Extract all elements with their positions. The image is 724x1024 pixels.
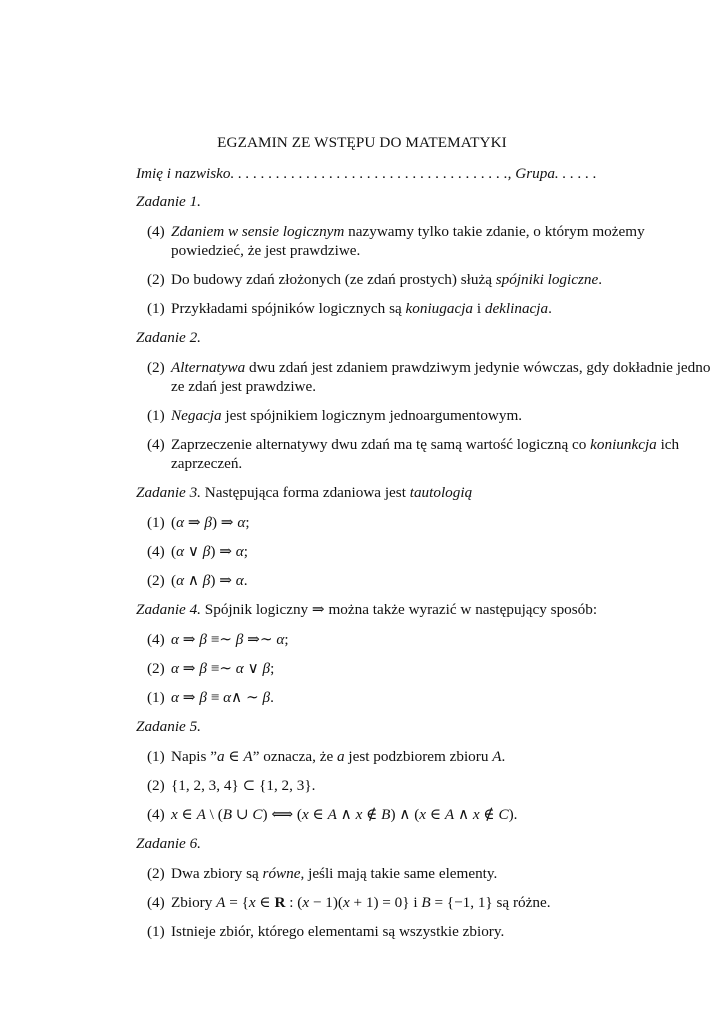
exercise-heading [136,483,716,502]
points-label: (2) [147,660,165,677]
statement-item [147,688,716,707]
points-label: (1) [147,300,165,317]
statement-text: Przykładami spójników logicznych są koniugacja i deklinacja. [171,300,552,317]
exercise-heading [136,192,716,211]
exercise-section [136,328,716,473]
statement-item [147,406,716,425]
exercise-section [136,192,716,318]
exercise-section [136,600,716,707]
exercise-label: Zadanie 4. [136,601,201,618]
statement-text: Istnieje zbiór, którego elementami są wszystkie zbiory. [171,923,505,940]
statement-item [147,571,716,590]
statement-text: (α ∧ β) ⇒ α. [171,572,248,589]
statement-item [147,805,716,824]
exercise-label: Zadanie 6. [136,835,201,852]
statement-item [147,358,716,396]
statement-text: Alternatywa dwu zdań jest zdaniem prawdziwym jedynie wówczas, gdy dokładnie jedno ze zdań jest prawdziwe. [171,359,711,395]
statement-item [147,299,716,318]
exercise-heading [136,600,716,619]
points-label: (2) [147,777,165,794]
exercise-section [136,834,716,941]
exercise-label: Zadanie 5. [136,718,201,735]
statement-text: (α ⇒ β) ⇒ α; [171,514,250,531]
statement-text: Negacja jest spójnikiem logicznym jednoargumentowym. [171,407,523,424]
points-label: (1) [147,689,165,706]
exercise-label: Zadanie 3. [136,484,201,501]
statement-text: Zbiory A = {x ∈ R : (x − 1)(x + 1) = 0} i B = {−1, 1} są różne. [171,894,551,911]
statement-text: (α ∨ β) ⇒ α; [171,543,248,560]
points-label: (2) [147,572,165,589]
statement-item [147,513,716,532]
statement-text: Zdaniem w sensie logicznym nazywamy tylko takie zdanie, o którym możemy powiedzieć, że jest prawdziwe. [171,223,645,259]
page-title: EGZAMIN ZE WSTĘPU DO MATEMATYKI [217,134,507,151]
exercise-section [136,483,716,590]
points-label: (4) [147,631,165,648]
statement-item [147,922,716,941]
points-label: (1) [147,514,165,531]
points-label: (1) [147,923,165,940]
statement-text: α ⇒ β ≡∼ β ⇒∼ α; [171,631,289,648]
exercise-heading [136,834,716,853]
points-label: (4) [147,436,165,453]
statement-item [147,435,716,473]
points-label: (1) [147,407,165,424]
points-label: (4) [147,806,165,823]
exercise-heading [136,717,716,736]
points-label: (2) [147,359,165,376]
statement-item [147,747,716,766]
statement-item [147,893,716,912]
points-label: (2) [147,271,165,288]
statement-item [147,542,716,561]
points-label: (4) [147,543,165,560]
statement-item [147,630,716,649]
statement-text: α ⇒ β ≡∼ α ∨ β; [171,660,275,677]
statement-text: Zaprzeczenie alternatywy dwu zdań ma tę samą wartość logiczną co koniunkcja ich zaprzeczeń. [171,436,680,472]
points-label: (1) [147,748,165,765]
exercise-label: Zadanie 2. [136,329,201,346]
statement-text: Napis ”a ∈ A” oznacza, że a jest podzbiorem zbioru A. [171,748,506,765]
statement-text: α ⇒ β ≡ α∧ ∼ β. [171,689,274,706]
points-label: (4) [147,894,165,911]
exercise-heading [136,328,716,347]
points-label: (4) [147,223,165,240]
exercise-prompt: Spójnik logiczny ⇒ można także wyrazić w następujący sposób: [200,601,598,618]
statement-text: {1, 2, 3, 4} ⊂ {1, 2, 3}. [171,777,316,794]
statement-item [147,776,716,795]
statement-text: Dwa zbiory są równe, jeśli mają takie same elementy. [171,865,498,882]
statement-item [147,270,716,289]
points-label: (2) [147,865,165,882]
name-group-line: Imię i nazwisko. . . . . . . . . . . . . . . . . . . . . . . . . . . . . . . . . . . . ., Grupa. . . . . . [136,165,597,182]
exercise-label: Zadanie 1. [136,193,201,210]
statement-text: x ∈ A \ (B ∪ C) ⟺ (x ∈ A ∧ x ∉ B) ∧ (x ∈ A ∧ x ∉ C). [171,806,518,823]
statement-item [147,222,716,260]
statement-text: Do budowy zdań złożonych (ze zdań prostych) służą spójniki logiczne. [171,271,603,288]
exercise-section [136,717,716,824]
statement-item [147,659,716,678]
exercise-prompt: Następująca forma zdaniowa jest tautologią [200,484,473,501]
exam-content [136,192,716,951]
statement-item [147,864,716,883]
